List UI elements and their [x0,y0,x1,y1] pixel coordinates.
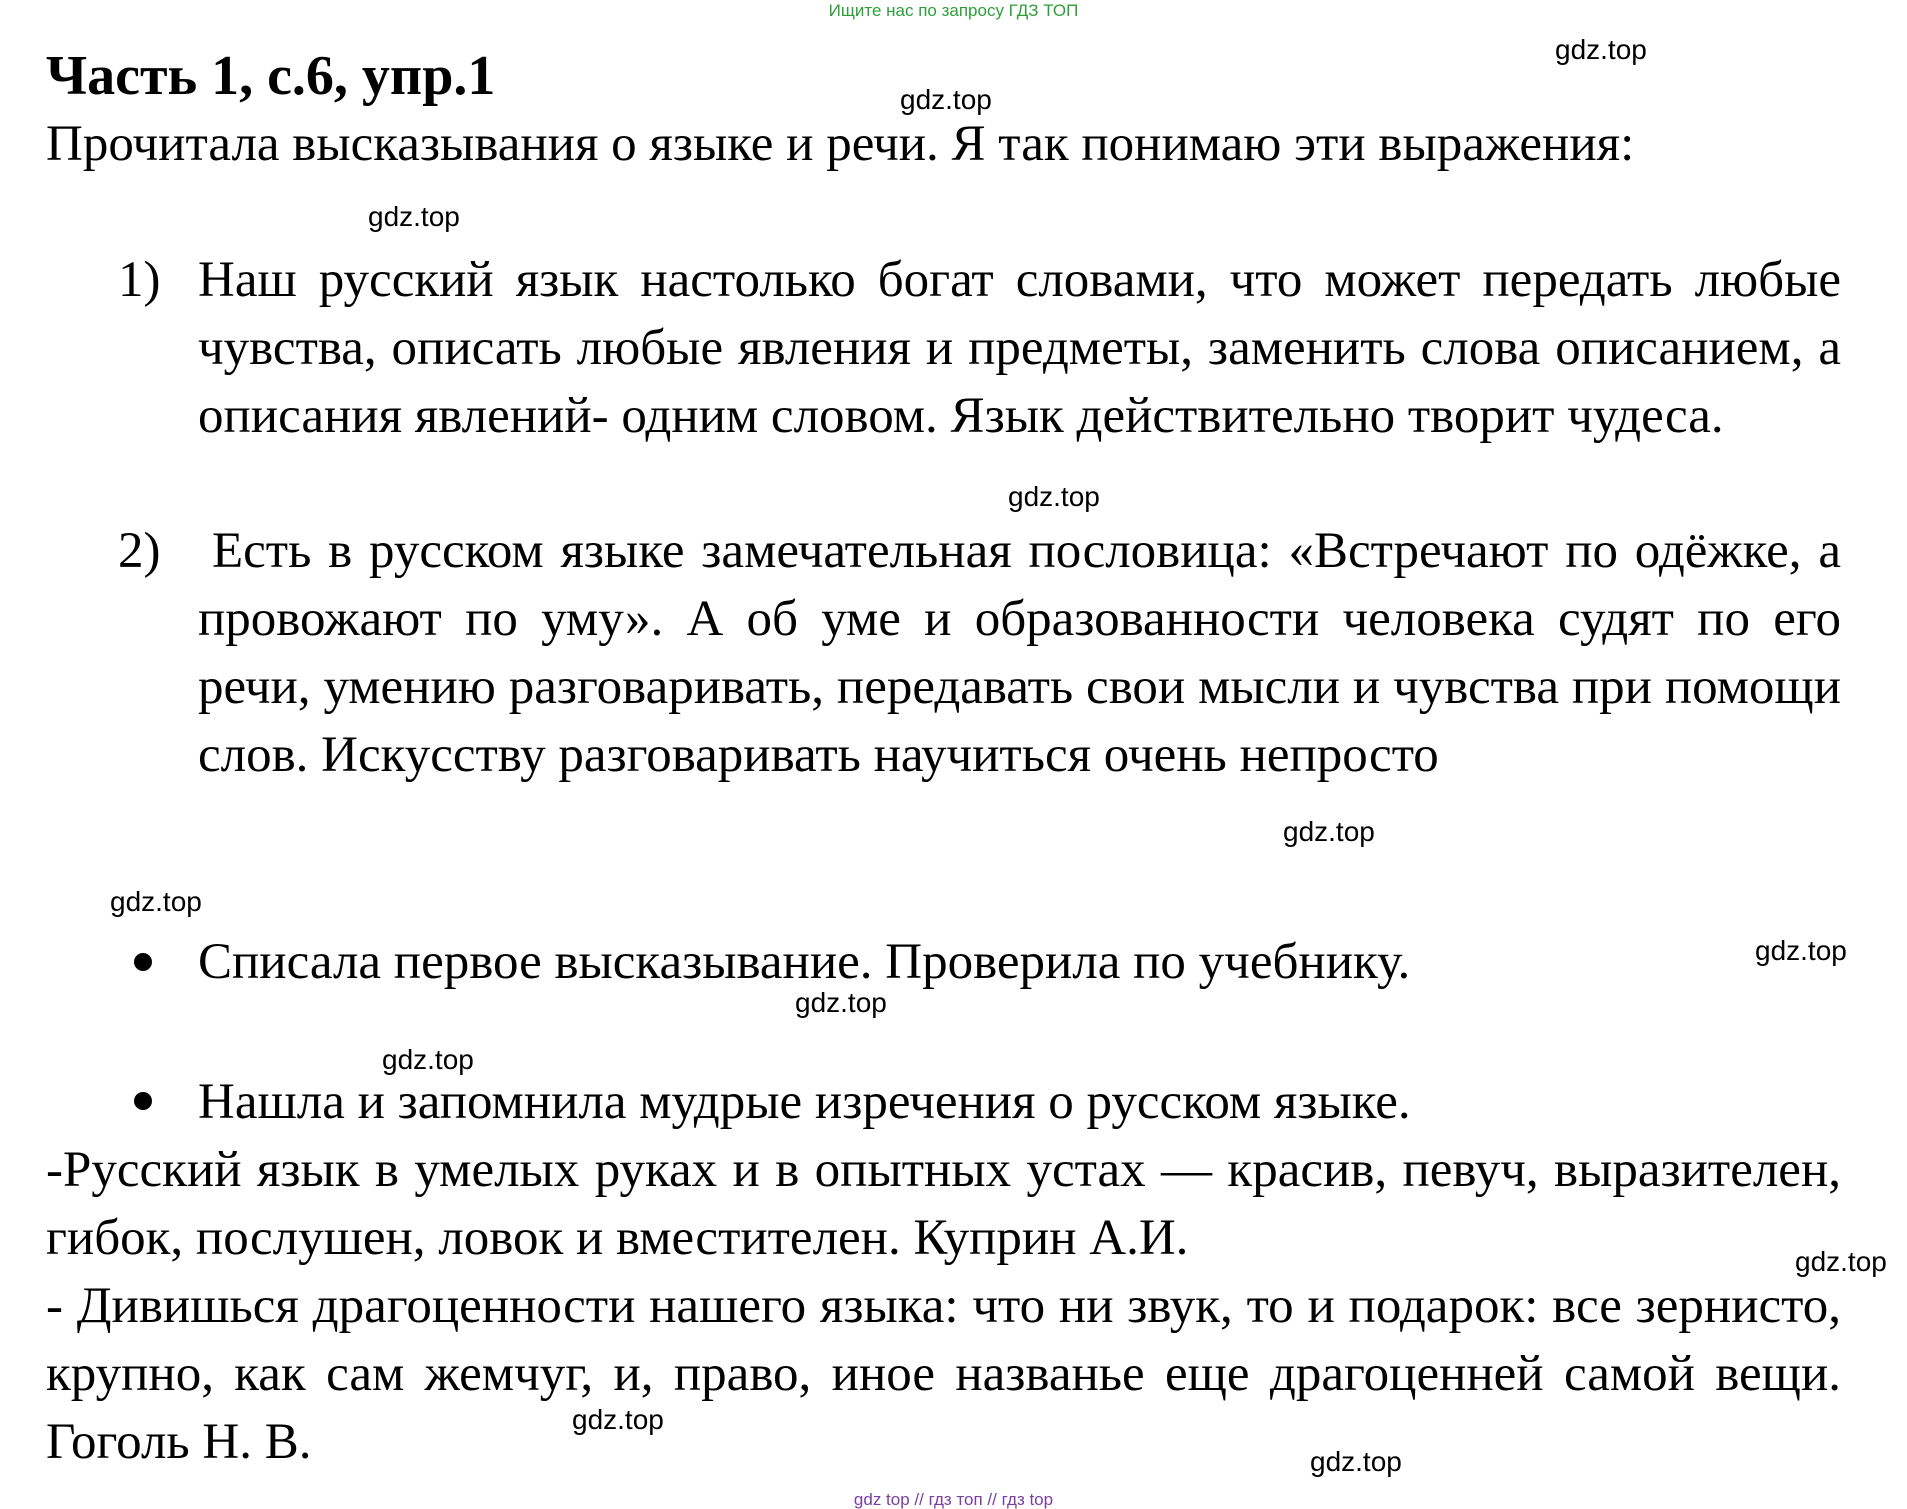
watermark: gdz.top [368,201,460,232]
watermark: gdz.top [1008,481,1100,512]
bullet-item: Нашла и запомнила мудрые изречения о русском языке. [198,1074,1411,1130]
list-item-text [198,517,1841,789]
watermark: gdz.top [1283,816,1375,847]
watermark: gdz.top [572,1404,664,1435]
page-title: Часть 1, с.6, упр.1 [46,45,496,107]
header-banner[interactable]: Ищите нас по запросу ГДЗ ТОП [828,1,1079,20]
watermark: gdz.top [1555,34,1647,65]
watermark: gdz.top [1795,1246,1887,1277]
watermark: gdz.top [795,987,887,1018]
watermark: gdz.top [1310,1446,1402,1477]
bullet-dot [134,1092,152,1110]
list-item-number: 2) [118,523,161,579]
list-item-text-content: Есть в русском языке замечательная пословица: «Встречают по одёжке, а провожают по уму». А об уме и образованности человека судят по его речи, умению разговаривать, передавать свои мысли и чувства при помощи слов. Искусству разговаривать научиться очень непросто [198,523,1841,783]
watermark: gdz.top [382,1044,474,1075]
watermark: gdz.top [110,886,202,917]
bullet-item: Списала первое высказывание. Проверила по учебнику. [198,934,1411,990]
list-item-number: 1) [118,252,161,308]
watermark: gdz.top [1755,935,1847,966]
quote-gogol: - Дивишься драгоценности нашего языка: что ни звук, то и подарок: все зернисто, крупно, как сам жемчуг, и, право, иное названье еще драгоценней самой вещи. Гоголь Н. В. [46,1278,1841,1470]
intro-paragraph: Прочитала высказывания о языке и речи. Я так понимаю эти выражения: [46,116,1635,172]
quote-kuprin: -Русский язык в умелых руках и в опытных устах — красив, певуч, выразителен, гибок, послушен, ловок и вместителен. Куприн А.И. [46,1142,1841,1266]
footer-banner[interactable]: gdz top // гдз топ // гдз top [853,1490,1054,1509]
list-item-text: Наш русский язык настолько богат словами, что может передать любые чувства, описать любые явления и предметы, заменить слова описанием, а описания явлений- одним словом. Язык действительно творит чудеса. [198,252,1841,444]
bullet-dot [134,953,152,971]
watermark: gdz.top [900,84,992,115]
